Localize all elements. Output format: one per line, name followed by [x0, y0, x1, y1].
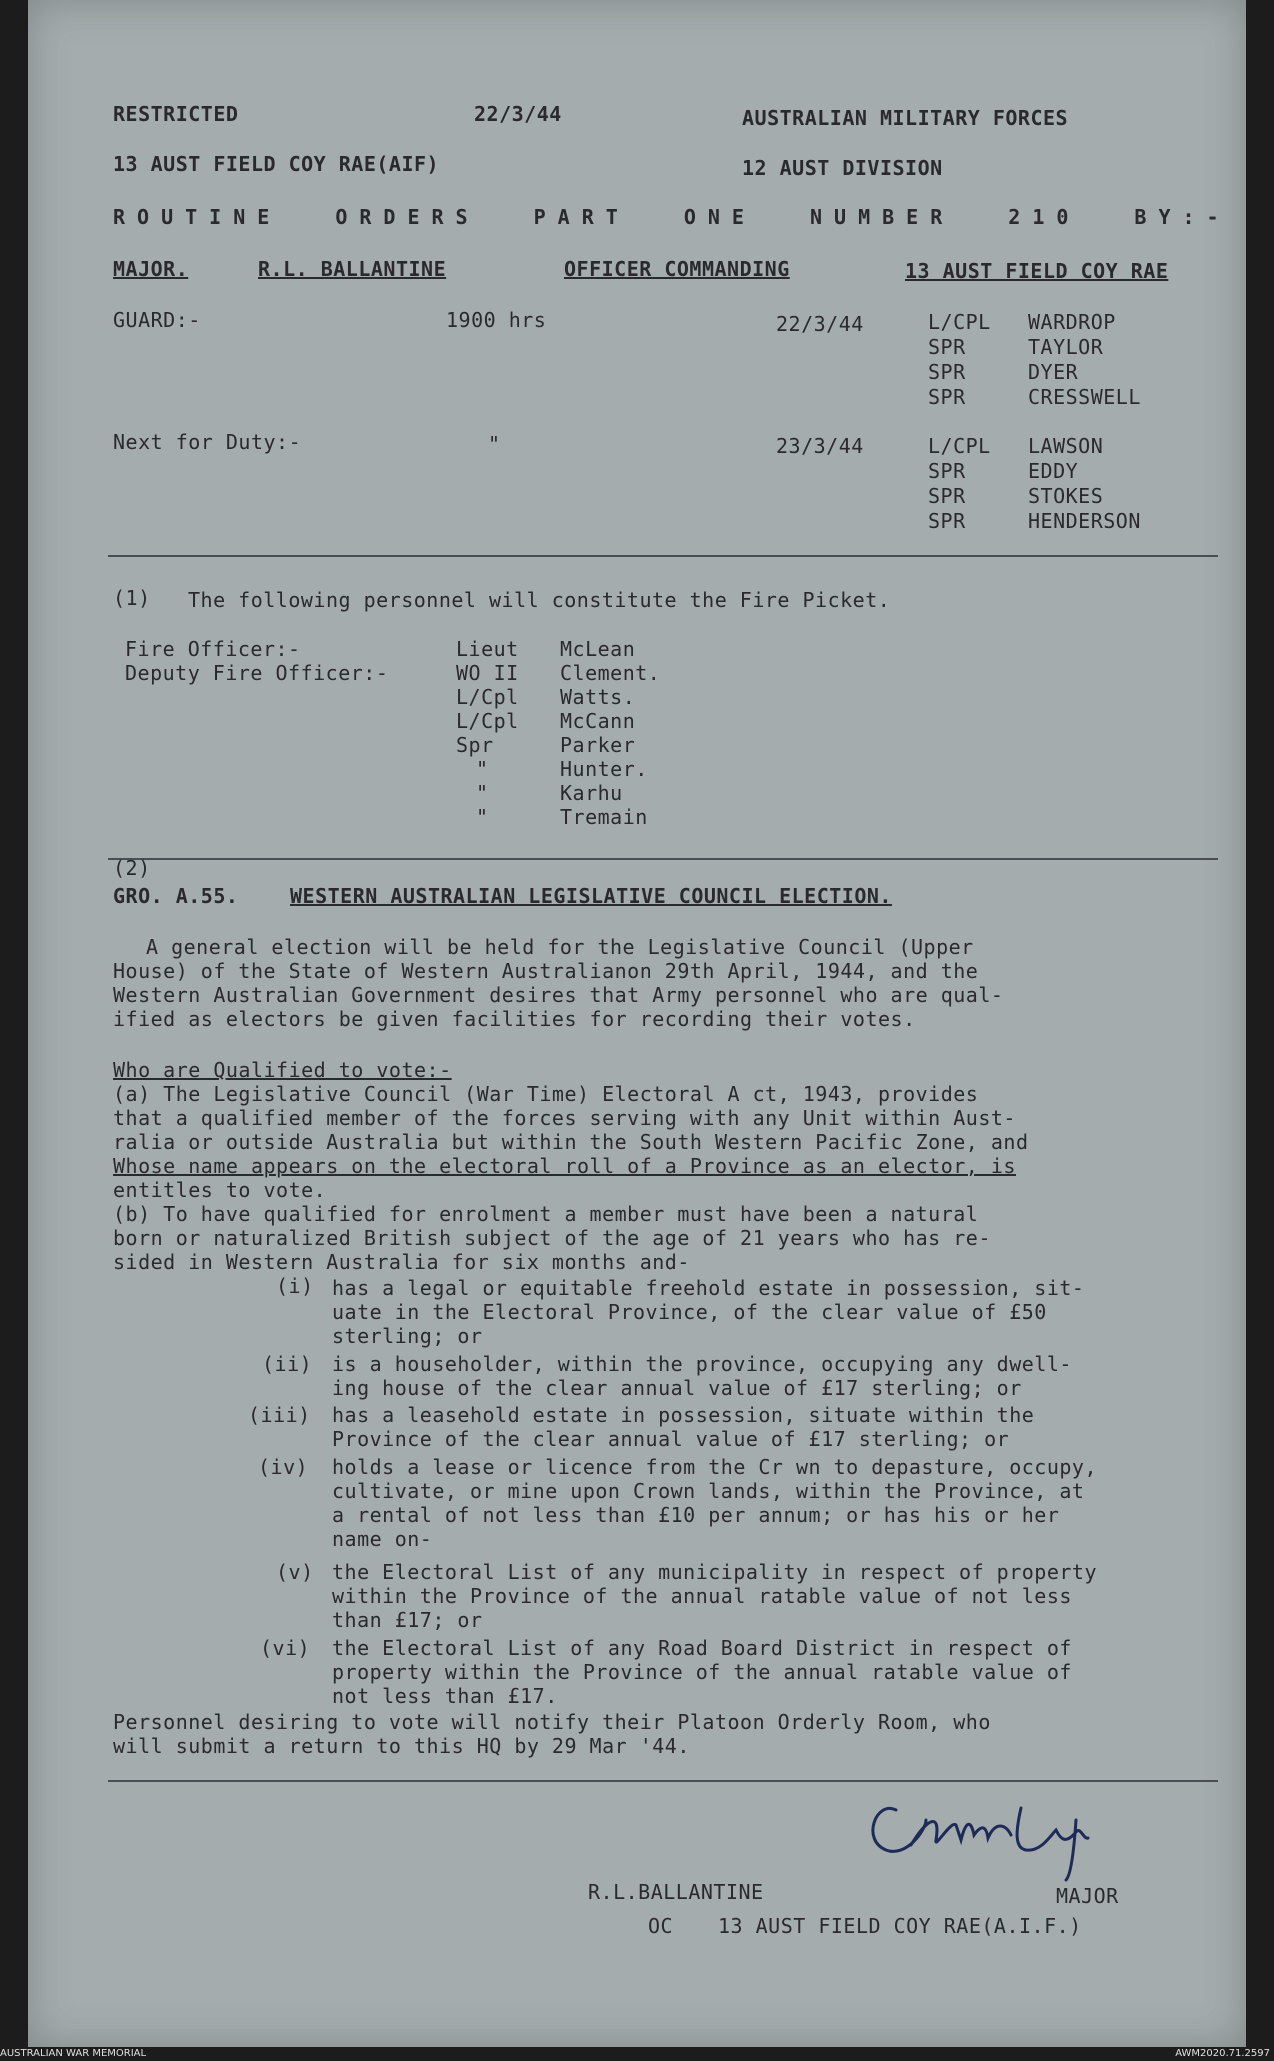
guard-label: GUARD:-	[113, 308, 201, 332]
signatory-unit: 13 AUST FIELD COY RAE(A.I.F.)	[718, 1914, 1082, 1938]
para-b-line: sided in Western Australia for six months and-	[113, 1250, 690, 1274]
condition-line: property within the Province of the annual ratable value of	[332, 1660, 1072, 1684]
picket-rank: "	[476, 805, 489, 829]
next-duty-label: Next for Duty:-	[113, 430, 302, 454]
duty-rank: SPR	[928, 459, 966, 483]
para-a-line: Whose name appears on the electoral roll of a Province as an elector, is	[113, 1154, 1016, 1178]
picket-rank: Lieut	[456, 637, 519, 661]
picket-name: McLean	[560, 637, 636, 661]
deputy-fire-officer-label: Deputy Fire Officer:-	[125, 661, 389, 685]
guard-date: 22/3/44	[776, 312, 864, 336]
para1-line: ified as electors be given facilities for recording their votes.	[113, 1007, 916, 1031]
forces-title: AUSTRALIAN MILITARY FORCES	[742, 106, 1069, 130]
condition-line: holds a lease or licence from the Cr wn to depasture, occupy,	[332, 1455, 1098, 1479]
duty-rank: SPR	[928, 509, 966, 533]
guard-name: DYER	[1028, 360, 1079, 384]
picket-rank: "	[476, 781, 489, 805]
section-divider	[108, 858, 1218, 860]
picket-name: Tremain	[560, 805, 648, 829]
handwritten-signature	[856, 1780, 1126, 1890]
next-duty-date: 23/3/44	[776, 434, 864, 458]
condition-number: (i)	[276, 1274, 314, 1298]
oc-label: OC	[648, 1914, 674, 1938]
para-a-line: ralia or outside Australia but within the South Western Pacific Zone, and	[113, 1130, 1029, 1154]
signatory-name: R.L.BALLANTINE	[588, 1880, 764, 1904]
guard-rank: L/CPL	[928, 310, 991, 334]
condition-line: has a legal or equitable freehold estate in possession, sit-	[332, 1276, 1085, 1300]
duty-name: LAWSON	[1028, 434, 1104, 458]
header-date: 22/3/44	[474, 102, 562, 126]
condition-number: (iii)	[248, 1403, 311, 1427]
election-title: WESTERN AUSTRALIAN LEGISLATIVE COUNCIL ELECTION.	[290, 884, 892, 908]
officer-commanding: OFFICER COMMANDING	[564, 257, 790, 281]
restricted-label: RESTRICTED	[113, 102, 239, 126]
guard-rank: SPR	[928, 335, 966, 359]
condition-number: (v)	[276, 1560, 314, 1584]
guard-time: 1900 hrs	[446, 308, 547, 332]
condition-line: Province of the clear annual value of £17 sterling; or	[332, 1427, 1010, 1451]
condition-number: (ii)	[262, 1352, 313, 1376]
guard-name: TAYLOR	[1028, 335, 1104, 359]
duty-name: HENDERSON	[1028, 509, 1141, 533]
picket-rank: Spr	[456, 733, 494, 757]
guard-name: CRESSWELL	[1028, 385, 1141, 409]
closing-line: will submit a return to this HQ by 29 Mar '44.	[113, 1734, 690, 1758]
condition-line: ing house of the clear annual value of £17 sterling; or	[332, 1376, 1022, 1400]
condition-line: the Electoral List of any Road Board District in respect of	[332, 1636, 1072, 1660]
section-divider	[108, 555, 1218, 557]
picket-name: Parker	[560, 733, 636, 757]
condition-line: has a leasehold estate in possession, situate within the	[332, 1403, 1035, 1427]
condition-line: not less than £17.	[332, 1684, 558, 1708]
major-name: R.L. BALLANTINE	[258, 257, 447, 281]
condition-line: within the Province of the annual ratable value of not less	[332, 1584, 1072, 1608]
division-title: 12 AUST DIVISION	[742, 156, 943, 180]
signatory-rank: MAJOR	[1056, 1884, 1119, 1908]
condition-number: (vi)	[260, 1636, 311, 1660]
major-label: MAJOR.	[113, 257, 189, 281]
document-sheet	[28, 0, 1246, 2047]
guard-name: WARDROP	[1028, 310, 1116, 334]
item-number: (2)	[113, 856, 151, 880]
para1-line: Western Australian Government desires that Army personnel who are qual-	[113, 983, 1004, 1007]
footer-credit: AUSTRALIAN WAR MEMORIAL	[0, 2048, 147, 2059]
fire-picket-intro: The following personnel will constitute the Fire Picket.	[188, 588, 891, 612]
condition-line: sterling; or	[332, 1324, 483, 1348]
command-unit: 13 AUST FIELD COY RAE	[905, 259, 1169, 283]
unit-title: 13 AUST FIELD COY RAE(AIF)	[113, 152, 440, 176]
condition-line: than £17; or	[332, 1608, 483, 1632]
duty-rank: L/CPL	[928, 434, 991, 458]
condition-line: cultivate, or mine upon Crown lands, within the Province, at	[332, 1479, 1085, 1503]
qualified-heading: Who are Qualified to vote:-	[113, 1058, 452, 1082]
closing-line: Personnel desiring to vote will notify their Platoon Orderly Room, who	[113, 1710, 991, 1734]
picket-name: Clement.	[560, 661, 661, 685]
condition-line: is a householder, within the province, occupying any dwell-	[332, 1352, 1072, 1376]
picket-rank: WO II	[456, 661, 519, 685]
picket-rank: L/Cpl	[456, 709, 519, 733]
para1-line: House) of the State of Western Australianon 29th April, 1944, and the	[113, 959, 979, 983]
para-a-line: entitles to vote.	[113, 1178, 327, 1202]
para-a-line: (a) The Legislative Council (War Time) Electoral A ct, 1943, provides	[113, 1082, 979, 1106]
picket-name: Hunter.	[560, 757, 648, 781]
para-b-line: born or naturalized British subject of the age of 21 years who has re-	[113, 1226, 991, 1250]
condition-line: a rental of not less than £10 per annum; or has his or her	[332, 1503, 1060, 1527]
picket-rank: "	[476, 757, 489, 781]
condition-number: (iv)	[258, 1455, 309, 1479]
picket-name: Karhu	[560, 781, 623, 805]
condition-line: uate in the Electoral Province, of the clear value of £50	[332, 1300, 1047, 1324]
duty-name: STOKES	[1028, 484, 1104, 508]
para-b-line: (b) To have qualified for enrolment a member must have been a natural	[113, 1202, 979, 1226]
para-a-line: that a qualified member of the forces serving with any Unit within Aust-	[113, 1106, 1016, 1130]
para1-line: A general election will be held for the Legislative Council (Upper	[146, 935, 974, 959]
footer-accession: AWM2020.71.2597	[1175, 2048, 1270, 2059]
item-number: (1)	[113, 586, 151, 610]
duty-name: EDDY	[1028, 459, 1079, 483]
picket-name: Watts.	[560, 685, 636, 709]
condition-line: the Electoral List of any municipality in respect of property	[332, 1560, 1098, 1584]
gro-reference: GRO. A.55.	[113, 884, 239, 908]
duty-rank: SPR	[928, 484, 966, 508]
ditto-mark: "	[488, 432, 501, 456]
picket-rank: L/Cpl	[456, 685, 519, 709]
guard-rank: SPR	[928, 360, 966, 384]
condition-line: name on-	[332, 1527, 433, 1551]
fire-officer-label: Fire Officer:-	[125, 637, 301, 661]
picket-name: McCann	[560, 709, 636, 733]
routine-orders-title: ROUTINE ORDERS PART ONE NUMBER 210 BY:-	[113, 205, 1231, 229]
guard-rank: SPR	[928, 385, 966, 409]
